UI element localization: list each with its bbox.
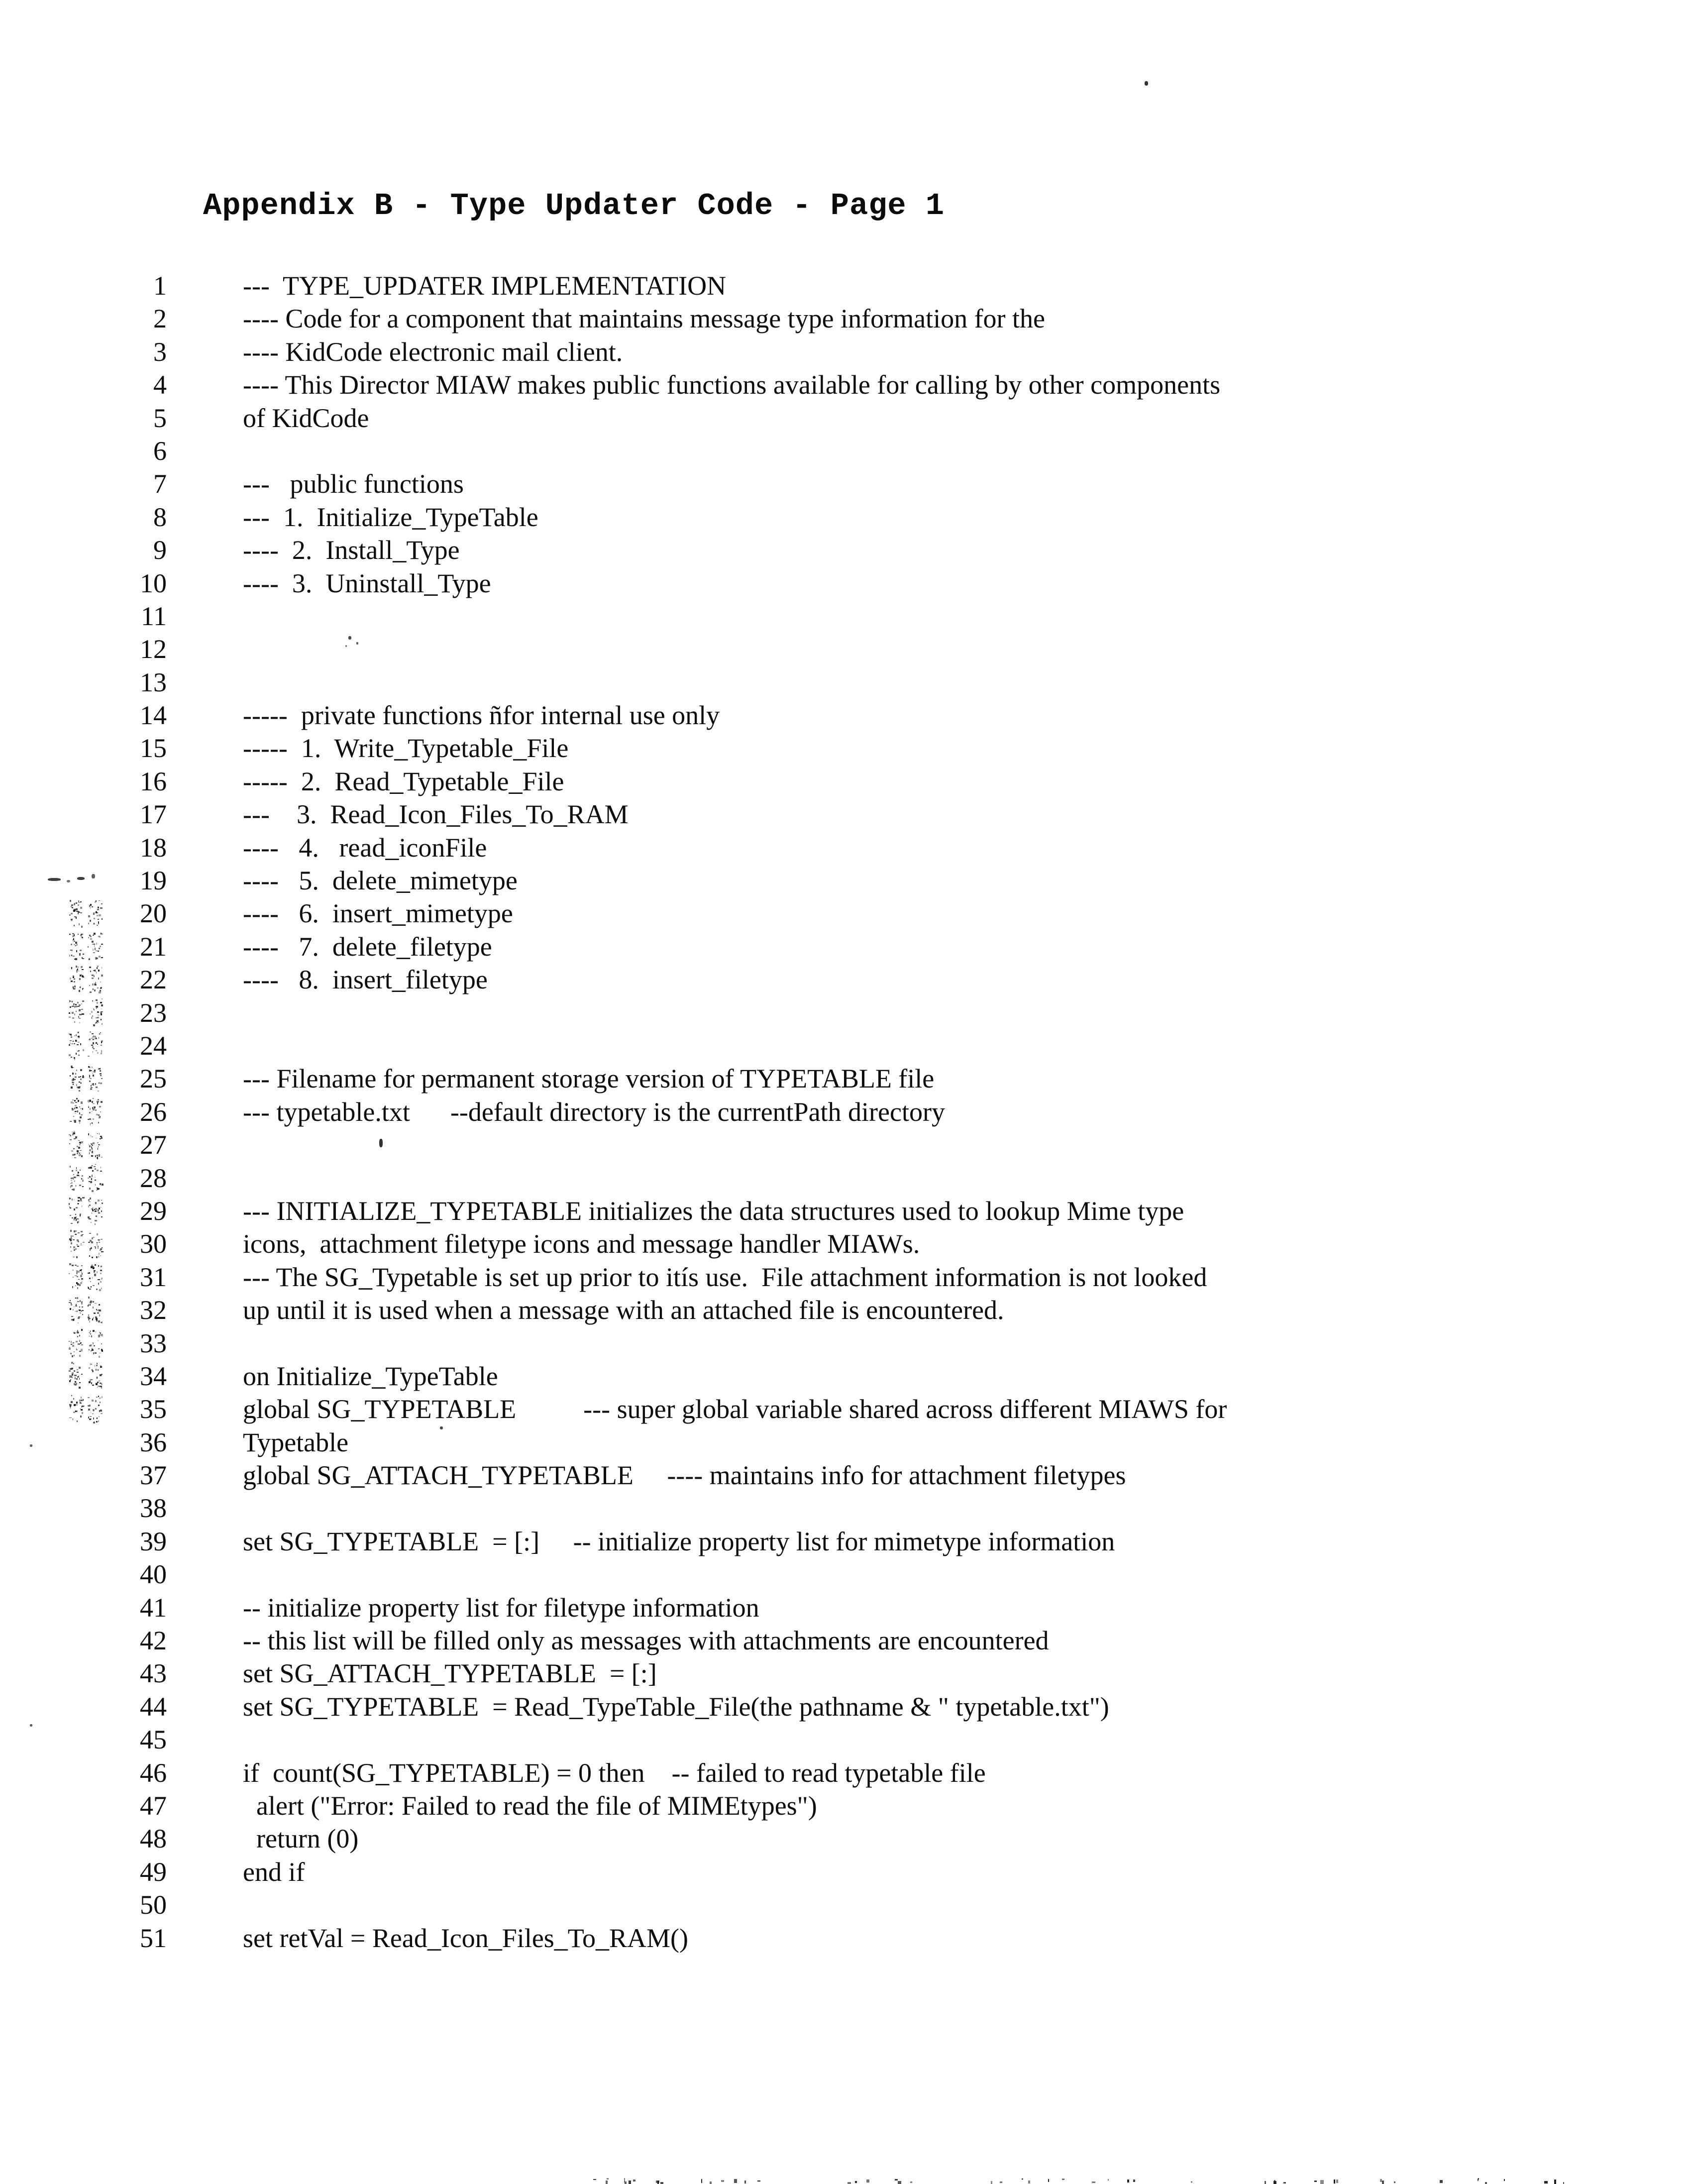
line-text: ---- 4. read_iconFile xyxy=(243,832,487,863)
line-text: ---- 6. insert_mimetype xyxy=(243,898,513,929)
bottom-edge-speck xyxy=(910,2182,912,2183)
line-number: 35 xyxy=(140,1394,167,1424)
bottom-edge-speck xyxy=(1283,2182,1286,2184)
bottom-edge-speck xyxy=(1394,2182,1395,2183)
code-line xyxy=(0,1327,1692,1360)
line-text: --- INITIALIZE_TYPETABLE initializes the data structures used to lookup Mime type xyxy=(243,1196,1184,1226)
code-line xyxy=(0,1128,1692,1161)
line-number: 48 xyxy=(140,1824,167,1854)
bottom-edge-speck xyxy=(757,2181,761,2182)
code-line xyxy=(0,435,1692,467)
line-number: 40 xyxy=(140,1559,167,1590)
margin-noise-blob xyxy=(69,1097,105,1126)
code-line xyxy=(0,1062,1692,1095)
code-line xyxy=(0,963,1692,996)
code-line xyxy=(0,1856,1692,1888)
line-text: ---- 2. Install_Type xyxy=(243,535,460,565)
code-line xyxy=(0,996,1692,1029)
code-line xyxy=(0,600,1692,633)
bottom-edge-speck xyxy=(1554,2180,1556,2184)
code-line xyxy=(0,269,1692,302)
code-line xyxy=(0,1459,1692,1492)
line-number: 1 xyxy=(153,271,167,301)
line-text: ----- private functions ñfor internal use only xyxy=(243,700,720,731)
scan-speck xyxy=(345,645,347,647)
code-line xyxy=(0,368,1692,401)
code-line xyxy=(0,534,1692,566)
line-number: 23 xyxy=(140,997,167,1028)
line-number: 25 xyxy=(140,1064,167,1094)
code-line xyxy=(0,1756,1692,1789)
code-line xyxy=(0,302,1692,335)
code-line xyxy=(0,1029,1692,1062)
scan-speck xyxy=(92,874,95,878)
margin-noise-blob xyxy=(69,998,105,1027)
bottom-edge-speck xyxy=(1320,2180,1324,2184)
code-line xyxy=(0,335,1692,368)
line-text: on Initialize_TypeTable xyxy=(243,1361,498,1391)
bottom-edge-speck xyxy=(847,2182,851,2184)
code-line xyxy=(0,1426,1692,1459)
line-number: 8 xyxy=(153,502,167,532)
line-number: 31 xyxy=(140,1262,167,1292)
code-line xyxy=(0,666,1692,699)
scan-speck xyxy=(30,1724,32,1727)
bottom-edge-speck xyxy=(855,2181,857,2183)
line-text: --- 1. Initialize_TypeTable xyxy=(243,502,538,532)
line-number: 32 xyxy=(140,1295,167,1325)
code-listing xyxy=(0,269,1692,1955)
margin-noise-blob xyxy=(69,1130,105,1159)
line-text: end if xyxy=(243,1856,305,1887)
bottom-edge-speck xyxy=(1108,2179,1109,2181)
scan-speck xyxy=(356,642,358,645)
margin-noise-blob xyxy=(69,1362,105,1391)
line-number: 26 xyxy=(140,1096,167,1127)
line-number: 42 xyxy=(140,1626,167,1656)
bottom-edge-speck xyxy=(710,2182,712,2184)
bottom-edge-speck xyxy=(721,2180,725,2182)
line-number: 10 xyxy=(140,568,167,598)
line-number: 36 xyxy=(140,1427,167,1457)
code-line xyxy=(0,798,1692,831)
bottom-edge-speck xyxy=(660,2182,663,2184)
code-line xyxy=(0,897,1692,930)
code-line xyxy=(0,1227,1692,1260)
margin-noise-blob xyxy=(69,1164,105,1193)
bottom-edge-speck xyxy=(1544,2181,1547,2184)
bottom-edge-speck xyxy=(1485,2182,1487,2184)
line-number: 38 xyxy=(140,1493,167,1524)
bottom-edge-speck xyxy=(1478,2179,1479,2181)
margin-noise-blob xyxy=(69,1230,105,1259)
line-number: 21 xyxy=(140,931,167,962)
code-line xyxy=(0,699,1692,732)
line-text: set SG_ATTACH_TYPETABLE = [:] xyxy=(243,1658,657,1689)
code-line xyxy=(0,1162,1692,1195)
bottom-edge-speck xyxy=(1022,2179,1023,2180)
line-number: 43 xyxy=(140,1658,167,1689)
code-line xyxy=(0,1888,1692,1921)
line-text: ---- 8. insert_filetype xyxy=(243,965,488,995)
line-number: 14 xyxy=(140,700,167,731)
margin-noise-blob xyxy=(69,1329,105,1358)
line-text: global SG_TYPETABLE --- super global variable shared across different MIAWS for xyxy=(243,1394,1227,1424)
scan-speck xyxy=(30,1444,32,1447)
line-number: 12 xyxy=(140,634,167,664)
line-number: 4 xyxy=(153,370,167,400)
line-number: 51 xyxy=(140,1923,167,1953)
code-line xyxy=(0,1789,1692,1822)
line-text: ---- KidCode electronic mail client. xyxy=(243,336,623,367)
line-number: 24 xyxy=(140,1030,167,1061)
line-text: ---- 7. delete_filetype xyxy=(243,931,492,962)
bottom-edge-speck xyxy=(1382,2181,1384,2184)
bottom-edge-speck xyxy=(1334,2180,1335,2184)
line-text: ----- 2. Read_Typetable_File xyxy=(243,766,564,796)
line-number: 11 xyxy=(141,601,167,631)
line-number: 5 xyxy=(153,403,167,433)
scan-speck xyxy=(1145,81,1148,86)
bottom-edge-speck xyxy=(1062,2179,1064,2180)
bottom-edge-speck xyxy=(607,2178,609,2180)
line-text: ----- 1. Write_Typetable_File xyxy=(243,733,569,764)
page-header: Appendix B - Type Updater Code - Page 1 xyxy=(203,188,945,223)
bottom-edge-speck xyxy=(1048,2179,1049,2182)
line-text: --- public functions xyxy=(243,469,464,499)
line-text: alert ("Error: Failed to read the file of MIMEtypes") xyxy=(243,1790,817,1821)
bottom-edge-speck xyxy=(991,2181,992,2184)
scan-speck xyxy=(67,880,70,882)
margin-noise-blob xyxy=(69,899,105,928)
bottom-edge-speck xyxy=(1265,2181,1266,2184)
bottom-edge-speck xyxy=(1000,2182,1003,2183)
margin-noise-blob xyxy=(69,932,105,961)
line-text: -- initialize property list for filetype information xyxy=(243,1592,759,1623)
bottom-edge-speck xyxy=(656,2181,659,2183)
line-number: 46 xyxy=(140,1757,167,1788)
bottom-edge-speck xyxy=(606,2181,608,2184)
line-number: 33 xyxy=(140,1328,167,1358)
line-number: 3 xyxy=(153,336,167,367)
bottom-edge-speck xyxy=(1191,2182,1192,2183)
margin-noise-blob xyxy=(69,1031,105,1060)
bottom-edge-speck xyxy=(734,2179,737,2183)
line-text: --- Filename for permanent storage version of TYPETABLE file xyxy=(243,1064,935,1094)
code-line xyxy=(0,633,1692,665)
line-number: 47 xyxy=(140,1790,167,1821)
line-number: 2 xyxy=(153,304,167,334)
code-line xyxy=(0,1591,1692,1624)
line-number: 22 xyxy=(140,965,167,995)
line-text: ---- This Director MIAW makes public functions available for calling by other components xyxy=(243,370,1221,400)
line-number: 39 xyxy=(140,1526,167,1556)
code-line xyxy=(0,1261,1692,1294)
line-number: 50 xyxy=(140,1890,167,1920)
line-text: --- The SG_Typetable is set up prior to itís use. File attachment information is not looked xyxy=(243,1262,1207,1292)
bottom-edge-speck xyxy=(1336,2180,1338,2183)
line-text: ---- Code for a component that maintains message type information for the xyxy=(243,304,1046,334)
code-line xyxy=(0,1195,1692,1227)
bottom-edge-speck xyxy=(1314,2181,1316,2182)
margin-noise-blob xyxy=(69,1065,105,1093)
line-text: up until it is used when a message with an attached file is encountered. xyxy=(243,1295,1004,1325)
margin-noise-blob xyxy=(69,1263,105,1292)
scan-speck xyxy=(348,636,351,640)
code-line xyxy=(0,1690,1692,1723)
margin-noise-blob xyxy=(69,1296,105,1324)
line-number: 34 xyxy=(140,1361,167,1391)
line-number: 45 xyxy=(140,1725,167,1755)
line-number: 20 xyxy=(140,898,167,929)
scan-speck xyxy=(48,878,61,881)
code-line xyxy=(0,501,1692,534)
code-line xyxy=(0,1624,1692,1657)
line-text: of KidCode xyxy=(243,403,369,433)
bottom-edge-speck xyxy=(1028,2181,1030,2184)
bottom-edge-speck xyxy=(1127,2180,1129,2183)
line-number: 7 xyxy=(153,469,167,499)
bottom-edge-speck xyxy=(1440,2180,1443,2183)
code-line xyxy=(0,732,1692,764)
code-line xyxy=(0,864,1692,897)
code-line xyxy=(0,831,1692,864)
margin-noise-blob xyxy=(69,1197,105,1225)
code-line xyxy=(0,1492,1692,1525)
line-number: 9 xyxy=(153,535,167,565)
bottom-edge-speck xyxy=(1274,2180,1275,2184)
line-text: --- 3. Read_Icon_Files_To_RAM xyxy=(243,799,629,830)
code-line xyxy=(0,1922,1692,1955)
line-number: 16 xyxy=(140,766,167,796)
line-text: if count(SG_TYPETABLE) = 0 then -- failed to read typetable file xyxy=(243,1757,986,1788)
code-line xyxy=(0,467,1692,500)
line-number: 29 xyxy=(140,1196,167,1226)
code-line xyxy=(0,1393,1692,1425)
line-number: 27 xyxy=(140,1130,167,1160)
line-text: Typetable xyxy=(243,1427,349,1457)
code-line xyxy=(0,765,1692,798)
line-text: set SG_TYPETABLE = Read_TypeTable_File(the pathname & " typetable.txt") xyxy=(243,1691,1109,1722)
bottom-edge-speck xyxy=(1380,2179,1382,2182)
line-number: 49 xyxy=(140,1856,167,1887)
line-number: 44 xyxy=(140,1691,167,1722)
bottom-edge-speck xyxy=(593,2179,596,2180)
code-line xyxy=(0,1294,1692,1326)
line-text: --- typetable.txt --default directory is the currentPath directory xyxy=(243,1096,945,1127)
line-text: icons, attachment filetype icons and message handler MIAWs. xyxy=(243,1229,920,1259)
line-text: return (0) xyxy=(243,1824,359,1854)
code-line xyxy=(0,1558,1692,1591)
bottom-edge-speck xyxy=(744,2181,746,2183)
line-text: set retVal = Read_Icon_Files_To_RAM() xyxy=(243,1923,689,1953)
line-number: 41 xyxy=(140,1592,167,1623)
line-text: global SG_ATTACH_TYPETABLE ---- maintains info for attachment filetypes xyxy=(243,1460,1126,1491)
bottom-edge-speck xyxy=(629,2181,632,2184)
code-line xyxy=(0,1657,1692,1690)
scan-speck xyxy=(77,877,85,880)
scan-speck xyxy=(440,1426,443,1429)
margin-noise-blob xyxy=(69,1395,105,1424)
bottom-edge-speck xyxy=(1563,2182,1564,2184)
line-text: ---- 5. delete_mimetype xyxy=(243,866,518,896)
bottom-edge-speck xyxy=(1092,2182,1095,2183)
code-line xyxy=(0,930,1692,963)
code-line xyxy=(0,402,1692,435)
bottom-edge-speck xyxy=(1504,2179,1505,2181)
bottom-edge-speck xyxy=(625,2182,627,2184)
margin-noise-blob xyxy=(69,965,105,994)
line-number: 19 xyxy=(140,866,167,896)
line-text: ---- 3. Uninstall_Type xyxy=(243,568,491,598)
code-line xyxy=(0,1525,1692,1558)
line-number: 6 xyxy=(153,436,167,466)
code-line xyxy=(0,1723,1692,1756)
scan-speck xyxy=(379,1139,383,1147)
code-line xyxy=(0,567,1692,600)
line-number: 30 xyxy=(140,1229,167,1259)
code-line xyxy=(0,1822,1692,1855)
line-number: 17 xyxy=(140,799,167,830)
line-text: -- this list will be filled only as messages with attachments are encountered xyxy=(243,1626,1049,1656)
line-number: 28 xyxy=(140,1163,167,1193)
code-line xyxy=(0,1095,1692,1128)
bottom-edge-speck xyxy=(633,2180,635,2182)
code-line xyxy=(0,1360,1692,1393)
line-number: 13 xyxy=(140,667,167,697)
bottom-edge-speck xyxy=(701,2179,702,2184)
bottom-edge-speck xyxy=(866,2180,869,2182)
bottom-edge-speck xyxy=(898,2181,901,2184)
line-text: --- TYPE_UPDATER IMPLEMENTATION xyxy=(243,271,727,301)
bottom-edge-speck xyxy=(1133,2180,1135,2182)
bottom-edge-speck xyxy=(895,2179,898,2181)
line-number: 37 xyxy=(140,1460,167,1491)
line-number: 18 xyxy=(140,832,167,863)
line-text: set SG_TYPETABLE = [:] -- initialize property list for mimetype information xyxy=(243,1526,1115,1556)
line-number: 15 xyxy=(140,733,167,764)
